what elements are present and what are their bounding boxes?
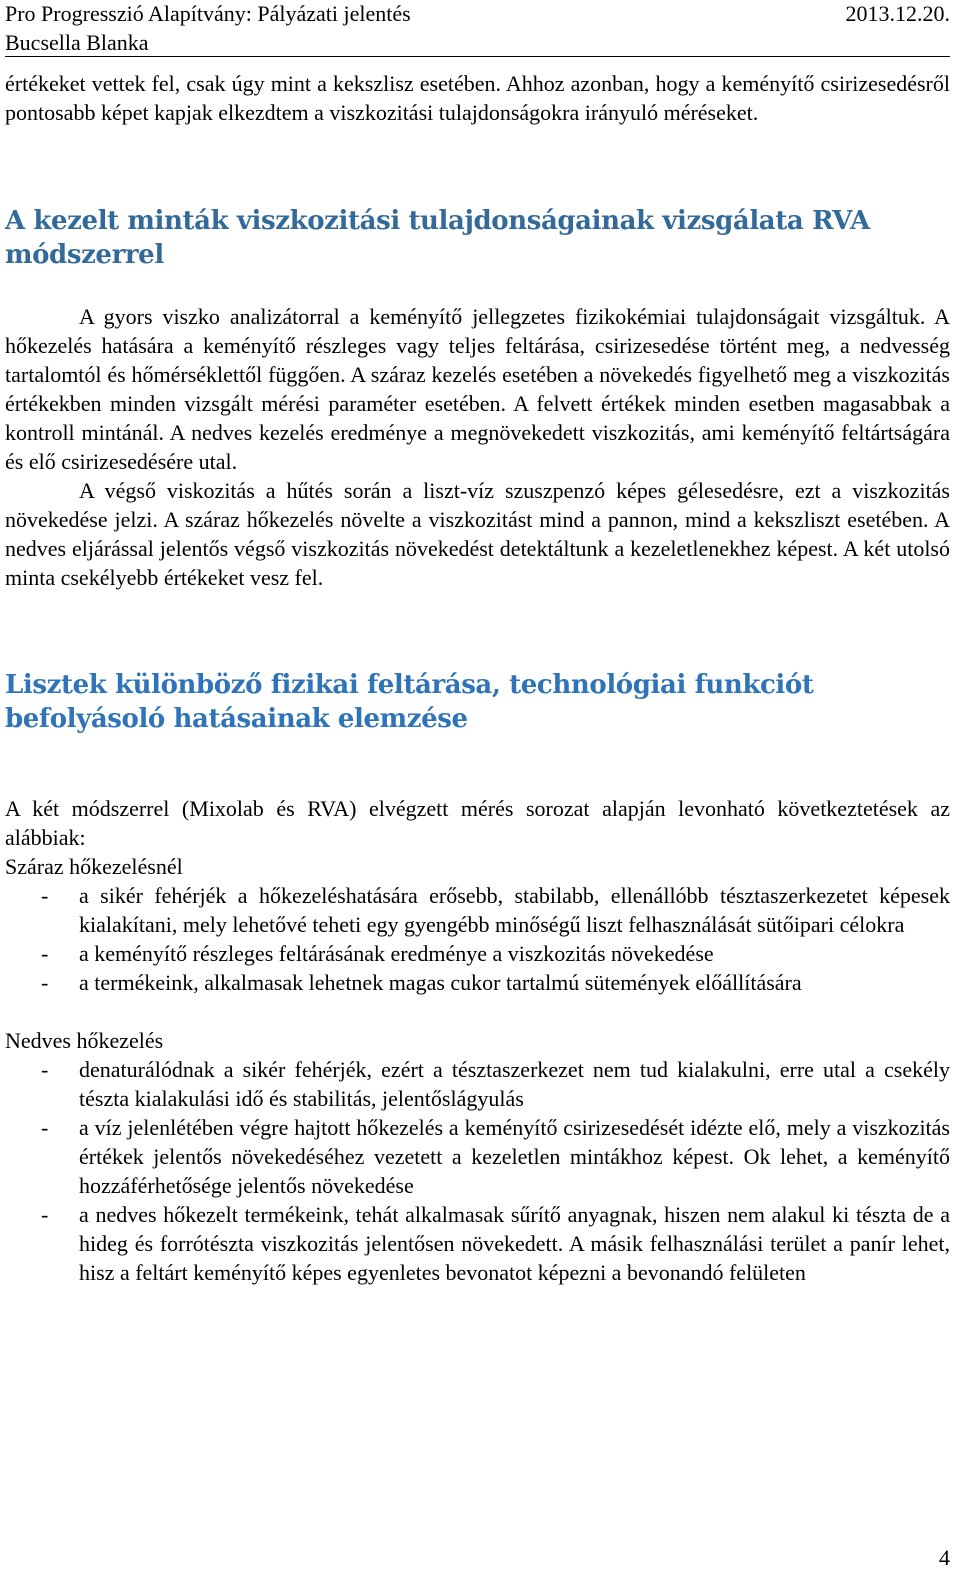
spacer (5, 997, 950, 1026)
list-item: - a sikér fehérjék a hőkezeléshatására erősebb, stabilabb, ellenállóbb tésztaszerkezetet képesek kialakítani, mely lehetővé teheti egy gyengébb minőségű liszt felhasználását sütőipari célokra (5, 881, 950, 939)
list-item: - a termékeink, alkalmasak lehetnek magas cukor tartalmú sütemények előállítására (5, 968, 950, 997)
header-left (5, 0, 411, 57)
list-item: - a víz jelenlétében végre hajtott hőkezelés a keményítő csirizesedését idézte elő, mely a viszkozitás értékek jelentős növekedéséhez vezetett a kezeletlen mintákhoz képest. Ok lehet, a keményítő hozzáférhetősége jelentős növekedése (5, 1113, 950, 1200)
header-org-title: Pro Progresszió Alapítvány: Pályázati jelentés (5, 1, 411, 26)
list-item: - a nedves hőkezelt termékeink, tehát alkalmasak sűrítő anyagnak, hiszen nem alakul ki tészta de a hideg és forrótészta viszkozitás jelentősen növekedett. A másik felhasználási terület a panír lehet, hisz a feltárt keményítő képes egyenletes bevonatot képezni a bevonandó felületen (5, 1200, 950, 1287)
dry-heat-title: Száraz hőkezelésnél (5, 854, 183, 879)
header-date: 2013.12.20. (845, 1, 950, 26)
dry-heat-list (5, 881, 950, 997)
list-item: - denaturálódnak a sikér fehérjék, ezért a tésztaszerkezet nem tud kialakulni, erre utal a csekély tészta kialakulási idő és stabilitás, jelentőslágyulás (5, 1055, 950, 1113)
section-analysis-body (5, 794, 950, 1287)
rva-paragraph-1: A gyors viszko analizátorral a keményítő jellegzetes fizikokémiai tulajdonságait vizsgáltuk. A hőkezelés hatására a keményítő részleges vagy teljes feltárása, csirizesedése történt meg, a nedvesség tartalomtól és hőmérséklettől függően. A száraz kezelés esetében a növekedés figyelhető meg a viszkozitás értékekben minden vizsgált mérési paraméter esetében. A felvett értékek minden esetben magasabbak a kontroll mintánál. A nedves kezelés eredménye a megnövekedett viszkozitás, ami keményítő feltártságára és elő csirizesedésére utal. (5, 304, 950, 474)
header-author: Bucsella Blanka (5, 30, 149, 55)
wet-heat-list (5, 1055, 950, 1287)
section-heading-rva: A kezelt minták viszkozitási tulajdonságainak vizsgálata RVA módszerrel (5, 206, 870, 270)
intro-paragraph: értékeket vettek fel, csak úgy mint a kekszlisz esetében. Ahhoz azonban, hogy a keményítő csirizesedésről pontosabb képet kapjak elkezdtem a viszkozitási tulajdonságokra irányuló méréseket. (5, 71, 950, 125)
page-number: 4 (939, 1545, 950, 1570)
wet-heat-title: Nedves hőkezelés (5, 1028, 164, 1053)
header-divider (5, 56, 950, 57)
intro-block (5, 69, 950, 127)
section-rva-body (5, 302, 950, 592)
list-item: - a keményítő részleges feltárásának eredménye a viszkozitás növekedése (5, 939, 950, 968)
rva-paragraph-2: A végső viskozitás a hűtés során a liszt-víz szuszpenzó képes gélesedésre, ezt a viszkozitás növekedése jelzi. A száraz hőkezelés növelte a viszkozitást mind a pannon, mind a kekszliszt esetében. A nedves eljárással jelentős végső viszkozitás növekedést detektáltunk a kezeletlenekhez képest. A két utolsó minta csekélyebb értékeket vesz fel. (5, 478, 950, 590)
analysis-intro: A két módszerrel (Mixolab és RVA) elvégzett mérés sorozat alapján levonható következtetések az alábbiak: (5, 796, 950, 850)
section-heading-analysis: Lisztek különböző fizikai feltárása, technológiai funkciót befolyásoló hatásainak elemzése (5, 670, 814, 734)
